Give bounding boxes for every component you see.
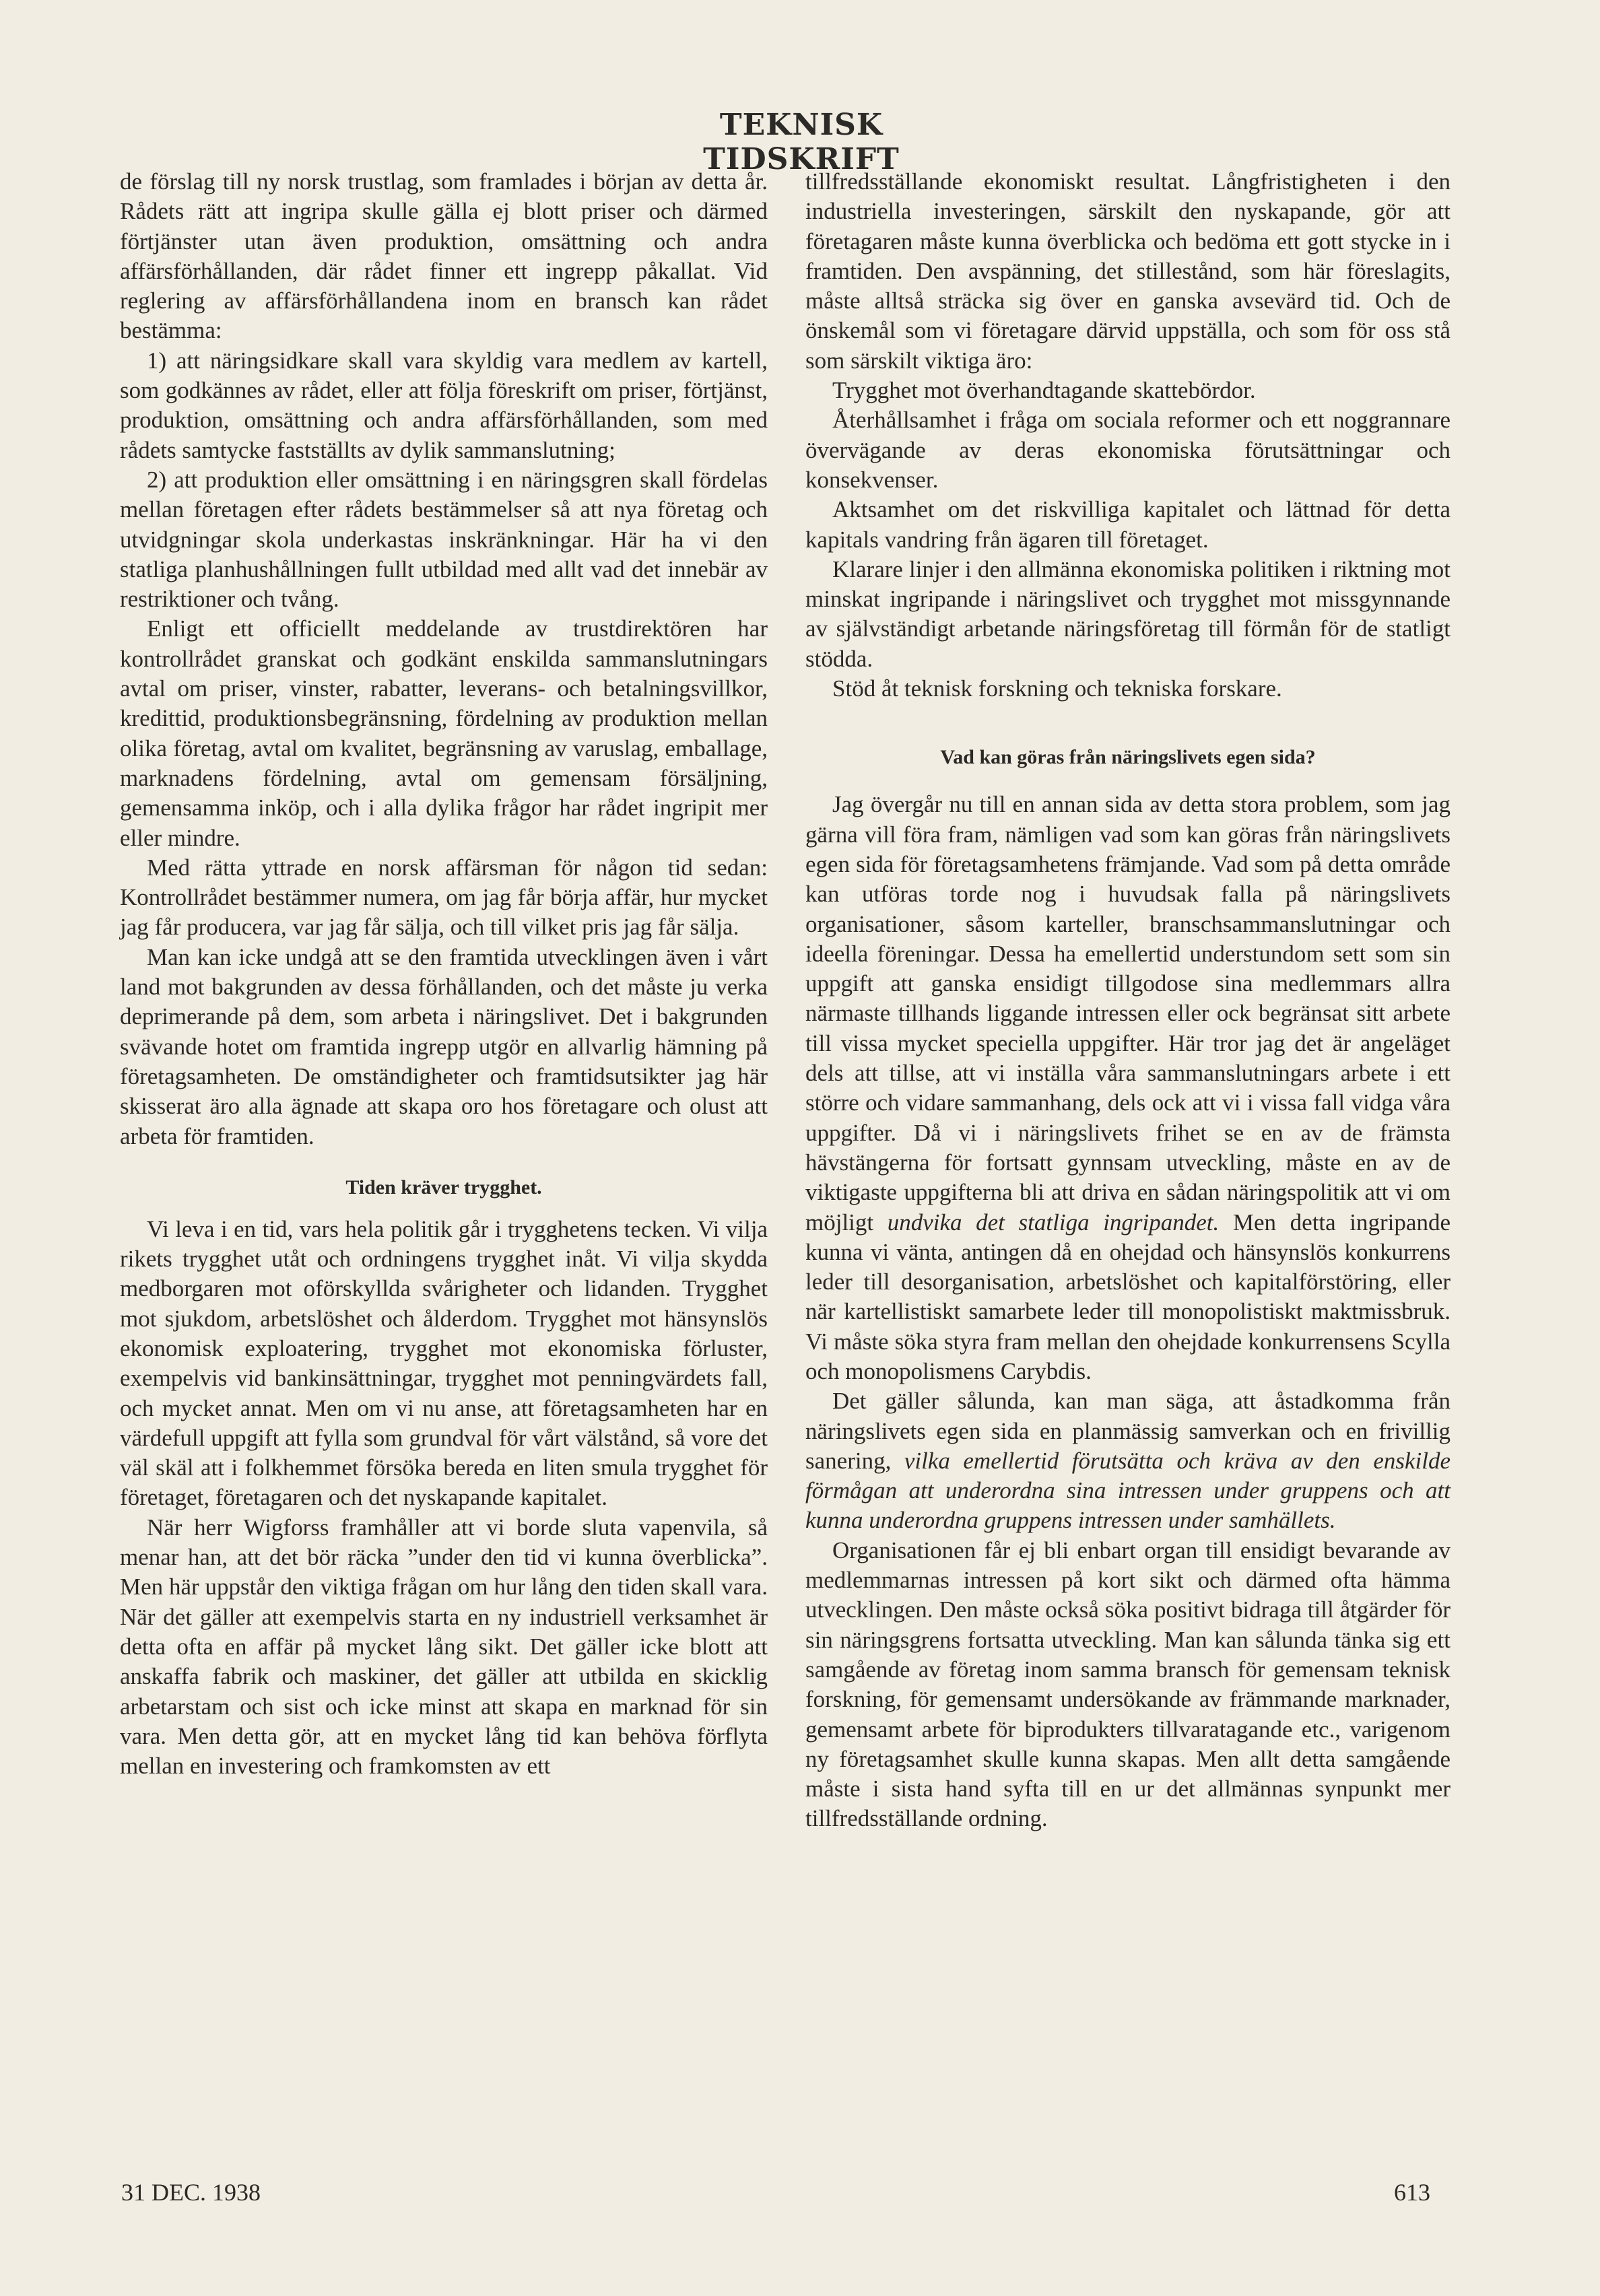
paragraph-text: Jag övergår nu till en annan sida av detta stora problem, som jag gärna vill föra fram, nämligen vad som kan göras från näringslivets egen sida för företagsamhetens främjande. Vad som på detta område kan utföras torde nog i huvudsak falla på näringslivets organisationer, såsom karteller, branschsammanslutningar och ideella föreningar. Dessa ha emellertid understundom sett som sin uppgift att ganska ensidigt tillgodose sina medlemmars allra närmaste tillhands liggande intressen eller ock begränsat sitt arbete till vissa mycket speciella uppgifter. Här tror jag det är angeläget dels att tillse, att vi inställa våra sammanslutningars arbete i ett större och vidare sammanhang, dels ock att vi i vissa fall vidga våra uppgifter. Då vi i näringslivets frihet se en av de främsta hävstängerna för fortsatt gynnsam utveckling, måste en av de viktigaste uppgifterna bli att driva en sådan näringspolitik att vi om möjligt [805,791,1451,1236]
paragraph: Organisationen får ej bli enbart organ till ensidigt bevarande av medlemmarnas intressen på kort sikt och därmed ofta hämma utvecklingen. Den måste också söka positivt bidraga till åtgärder för sin näringsgrens fortsatta utveckling. Man kan sålunda tänka sig ett samgående av företag inom samma bransch för gemensam teknisk forskning, för gemensamt undersökande av främmande marknader, gemensamt arbete för biprodukters tillvaratagande etc., varigenom ny företagsamhet skulle kunna skapas. Men allt detta samgående måste i sista hand syfta till en ur det allmännas synpunkt mer tillfredsställande ordning. [805,1537,1451,1832]
section-heading: Vad kan göras från näringslivets egen sida? [940,746,1316,769]
journal-title: TEKNISK TIDSKRIFT [703,108,900,176]
paragraph: Vi leva i en tid, vars hela politik går i trygghetens tecken. Vi vilja rikets trygghet utåt och ordningens trygghet inåt. Vi vilja skydda medborgaren mot oförskyllda svårigheter och lidanden. Trygghet mot sjukdom, arbetslöshet och ålderdom. Trygghet mot hänsynslös ekonomisk exploatering, trygghet mot ekonomiska förluster, exempelvis vid bankinsättningar, trygghet mot penningvärdets fall, och mycket annat. Men om vi nu anse, att företagsamheten har en värdefull uppgift att fylla som grundval för vårt välstånd, så vore det väl skäl att i folkhemmet försöka bereda en liten smula trygghet för företaget, företagaren och det nyskapande kapitalet. [120,1215,768,1511]
right-column [805,167,1451,1834]
paragraph: Klarare linjer i den allmänna ekonomiska politiken i riktning mot minskat ingripande i näringslivet och trygghet mot missgynnande av självständigt arbetande näringsföretag till förmån för de statligt stödda. [805,555,1451,672]
paragraph: Aktsamhet om det riskvilliga kapitalet och lättnad för detta kapitals vandring från ägaren till företaget. [805,496,1451,553]
section-heading: Tiden kräver trygghet. [345,1176,542,1198]
paragraph: 1) att näringsidkare skall vara skyldig vara medlem av kartell, som godkännes av rådet, eller att följa föreskrift om priser, förtjänst, produktion, omsättning och andra affärsförhållanden, som med rådets samtycke fastställts av dylik sammanslutning; [120,347,768,463]
paragraph: Man kan icke undgå att se den framtida utvecklingen även i vårt land mot bakgrunden av dessa förhållanden, och det måste ju verka deprimerande på dem, som arbeta i näringslivet. Det i bakgrunden svävande hotet om framtida ingrepp utgör en allvarlig hämning på företagsamheten. De omständigheter och framtidsutsikter jag här skisserat äro alla ägnade att skapa oro hos företagare och olust att arbeta för framtiden. [120,943,768,1149]
paragraph: Stöd åt teknisk forskning och tekniska forskare. [832,675,1282,702]
paragraph [805,790,1451,1386]
paragraph-text: Det gäller sålunda, kan man säga, att åstadkomma från näringslivets egen sida en planmässig samverkan och en frivillig sanering, [805,1388,1451,1474]
paragraph: de förslag till ny norsk trustlag, som framlades i början av detta år. Rådets rätt att ingripa skulle gälla ej blott priser och därmed förtjänster utan även produktion, omsättning och andra affärsförhållanden, där rådet finner ett ingrepp påkallat. Vid reglering av affärsförhållandena inom en bransch kan rådet bestämma: [120,168,768,344]
left-column [120,167,768,1781]
paragraph: Trygghet mot överhandtagande skattebördor. [832,377,1256,404]
paragraph: Återhållsamhet i fråga om sociala reformer och ett noggrannare övervägande av deras ekonomiska förutsättningar och konsekvenser. [805,407,1451,493]
paragraph [805,1386,1451,1535]
italic-text: vilka emellertid förutsätta och kräva av den enskilde förmågan att underordna sina intressen under gruppens och att kunna underordna gruppens intressen under samhällets. [805,1447,1451,1534]
paragraph: 2) att produktion eller omsättning i en näringsgren skall fördelas mellan företagen efter rådets bestämmelser så att nya företag och utvidgningar skola underkastas inskränkningar. Här ha vi den statliga planhushållningen fullt utbildad med allt vad det innebär av restriktioner och tvång. [120,466,768,613]
paragraph-text: Men detta ingripande kunna vi vänta, antingen då en ohejdad och hänsynslös konkurrens leder till desorganisation, arbetslöshet och kapitalförstöring, eller när kartellistiskt samarbete leder till monopolistiskt maktmissbruk. Vi måste söka styra fram mellan den ohejdade konkurrensens Scylla och monopolismens Carybdis. [805,1209,1451,1384]
paragraph: När herr Wigforss framhåller att vi borde sluta vapenvila, så menar han, att det bör räcka ”under den tid vi kunna överblicka”. Men här uppstår den viktiga frågan om hur lång den tiden skall vara. När det gäller att exempelvis starta en ny industriell verksamhet är detta ofta en affär på mycket lång sikt. Det gäller icke blott att anskaffa fabrik och maskiner, det gäller att utbilda en skicklig arbetarstam och sist och icke minst att skapa en marknad för sin vara. Men detta gör, att en mycket lång tid kan behöva förflyta mellan en investering och framkomsten av ett [120,1514,768,1780]
issue-date: 31 DEC. 1938 [121,2179,261,2206]
paragraph: Enligt ett officiellt meddelande av trustdirektören har kontrollrådet granskat och godkänt enskilda sammanslutningars avtal om priser, vinster, rabatter, leverans- och betalningsvillkor, kredittid, produktionsbegränsning, fördelning av produktion mellan olika företag, avtal om kvalitet, begränsning av varuslag, emballage, marknadens fördelning, avtal om gemensam försäljning, gemensamma inköp, och i alla dylika frågor har rådet ingripit mer eller mindre. [120,615,768,851]
page-number: 613 [1394,2179,1430,2206]
italic-text: undvika det statliga ingripandet. [887,1209,1220,1236]
paragraph: tillfredsställande ekonomiskt resultat. Långfristigheten i den industriella investeringen, särskilt den nyskapande, gör att företagaren måste kunna överblicka och bedöma ett gott stycke in i framtiden. Den avspänning, det stillestånd, som här föreslagits, måste alltså sträcka sig över en ganska avsevärd tid. Och de önskemål som vi företagare därvid uppställa, och som för oss stå som särskilt viktiga äro: [805,168,1451,374]
paragraph: Med rätta yttrade en norsk affärsman för någon tid sedan: Kontrollrådet bestämmer numera, om jag får börja affär, hur mycket jag får producera, var jag får sälja, och till vilket pris jag får sälja. [120,854,768,941]
